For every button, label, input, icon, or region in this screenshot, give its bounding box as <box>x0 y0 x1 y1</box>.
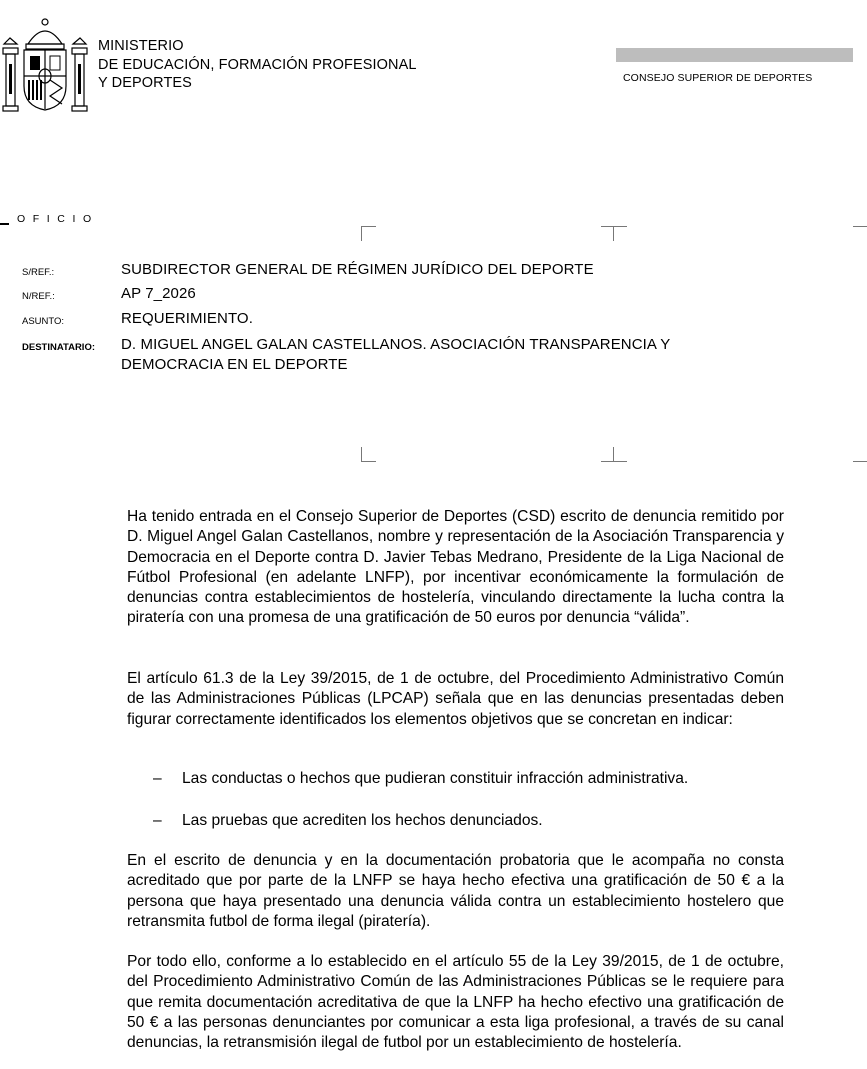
bullet-marker: – <box>153 770 162 787</box>
ministry-line-2: DE EDUCACIÓN, FORMACIÓN PROFESIONAL <box>98 56 417 73</box>
nref-label: N/REF.: <box>22 291 55 302</box>
oficio-dash <box>0 223 9 225</box>
bullet-item-1: Las conductas o hechos que pudieran constituir infracción administrativa. <box>182 770 689 787</box>
body-paragraph-4: Por todo ello, conforme a lo establecido en el artículo 55 de la Ley 39/2015, de 1 de octubre, del Procedimiento Administrativo Común de las Administraciones Públicas se le requiere para que remita documentación acreditativa de que la LNFP ha hecho efectivo una gratificación de 50 € a las personas denunciantes por comunicar a esta liga profesional, a través de su canal denuncias, la retransmisión ilegal de futbol por un establecimiento de hostelería. <box>127 953 784 1052</box>
organism-bar <box>616 48 853 62</box>
window-corner-mark <box>853 447 867 462</box>
body-paragraph-2: El artículo 61.3 de la Ley 39/2015, de 1 de octubre, del Procedimiento Administrativo Común de las Administraciones Públicas (LPCAP) señala que en las denuncias presentadas deben figurar correctamente identificados los elementos objetivos que se concretan en indicar: <box>127 670 784 728</box>
ministry-name <box>98 37 417 93</box>
bullet-marker: – <box>153 812 162 829</box>
organism-name: CONSEJO SUPERIOR DE DEPORTES <box>623 72 813 84</box>
window-corner-mark <box>601 447 627 462</box>
sref-label: S/REF.: <box>22 267 55 278</box>
asunto-label: ASUNTO: <box>22 316 65 327</box>
window-corner-mark <box>601 226 627 241</box>
sref-value: SUBDIRECTOR GENERAL DE RÉGIMEN JURÍDICO DEL DEPORTE <box>121 261 594 278</box>
nref-value: AP 7_2026 <box>121 285 196 302</box>
document-type: OFICIO <box>17 213 99 225</box>
body-paragraph-3: En el escrito de denuncia y en la documentación probatoria que le acompaña no consta acreditado que por parte de la LNFP se haya hecho efectiva una gratificación de 50 € a la persona que haya presentado una denuncia válida contra un establecimiento hostelero que retransmita futbol de forma ilegal (piratería). <box>127 852 784 930</box>
coat-of-arms-logo <box>0 14 90 114</box>
asunto-value: REQUERIMIENTO. <box>121 310 253 327</box>
window-corner-mark <box>853 226 867 241</box>
bullet-item-2: Las pruebas que acrediten los hechos denunciados. <box>182 812 543 829</box>
ministry-line-1: MINISTERIO <box>98 38 184 54</box>
destinatario-label: DESTINATARIO: <box>22 342 96 353</box>
window-corner-mark <box>361 447 376 462</box>
destinatario-value: D. MIGUEL ANGEL GALAN CASTELLANOS. ASOCIACIÓN TRANSPARENCIA Y DEMOCRACIA EN EL DEPORTE <box>121 336 671 373</box>
body-paragraph-1: Ha tenido entrada en el Consejo Superior de Deportes (CSD) escrito de denuncia remitido por D. Miguel Angel Galan Castellanos, nombre y representación de la Asociación Transparencia y Democracia en el Deporte contra D. Javier Tebas Medrano, Presidente de la Liga Nacional de Fútbol Profesional (en adelante LNFP), por incentivar económicamente la formulación de denuncias contra establecimientos de hostelería, vinculando directamente la lucha contra la piratería con una promesa de una gratificación de 50 euros por denuncia “válida”. <box>127 508 784 627</box>
ministry-line-3: Y DEPORTES <box>98 75 192 91</box>
window-corner-mark <box>361 226 376 241</box>
